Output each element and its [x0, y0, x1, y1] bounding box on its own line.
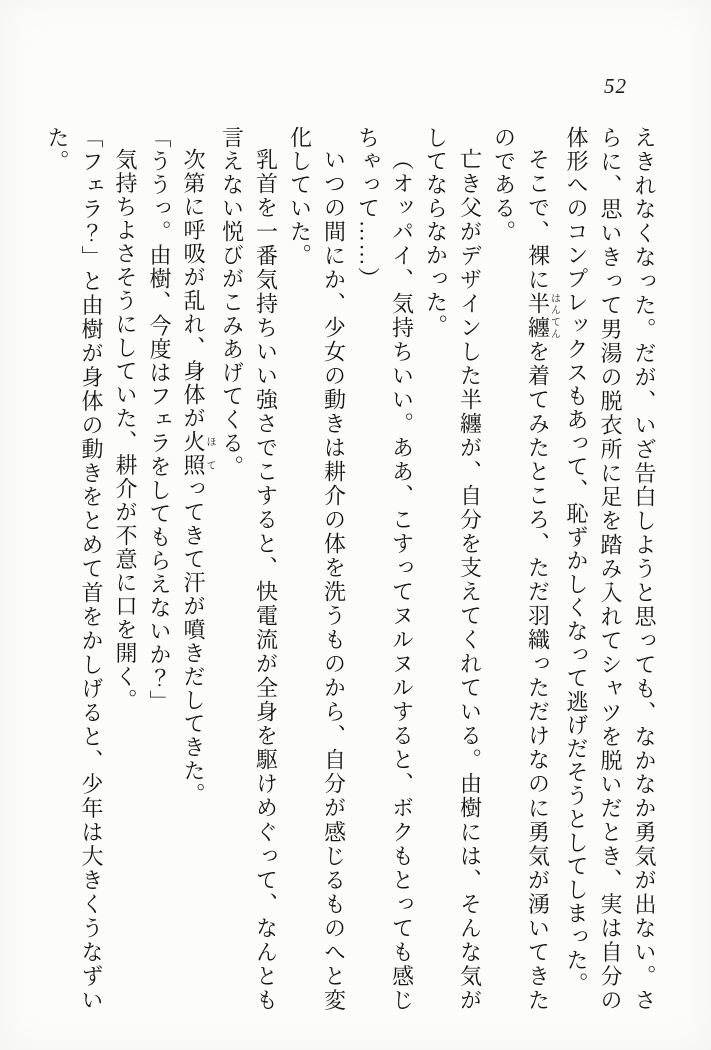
furigana-annotated-word: 半纏はんてん — [525, 292, 560, 341]
paragraph: （オッパイ、気持ちいい。ああ、こすってヌルヌルすると、ボクもとっても感じちゃって……） — [355, 126, 415, 1012]
paragraph: そこで、裸に半纏はんてんを着てみたところ、ただ羽織っただけなのに勇気が湧いてきたのである。 — [491, 126, 560, 1013]
paragraph: 「ううっ。由樹、今度はフェラをしてもらえないか？」 — [147, 126, 172, 714]
paragraph: 次第に呼吸が乱れ、身体が火照ほてってきて汗が噴きだしてきた。 — [181, 148, 215, 806]
paragraph: 「フェラ？」と由樹が身体の動きをとめて首をかしげると、少年は大きくうなずいた。 — [45, 126, 104, 1012]
paragraph: 亡き父がデザインした半纏が、自分を支えてくれている。由樹には、そんな気がしてならなかった。 — [423, 126, 483, 1012]
furigana-annotated-word: 火照ほて — [181, 430, 215, 477]
page-text — [45, 126, 661, 1013]
paragraph: 気持ちよさそうにしていた、耕介が不意に口を開く。 — [113, 148, 138, 712]
page-number: 52 — [604, 74, 627, 98]
paragraph: いつの間にか、少女の動きは耕介の体を洗うものから、自分が感じるものへと変化していた。 — [287, 126, 347, 1012]
paragraph: えきれなくなった。だが、いざ告白しようと思っても、なかなか勇気が出ない。さらに、思いきって男湯の脱衣所に足を踏み入れてシャツを脱いだとき、実は自分の体形へのコンプレックスもあって、恥ずかしくなって逃げだそうとしてしまった。 — [564, 126, 657, 1012]
paragraph: 乳首を一番気持ちいい強さでこすると、快電流が全身を駆けめぐって、なんとも言えない悦びがこみあげてくる。 — [219, 126, 279, 1012]
